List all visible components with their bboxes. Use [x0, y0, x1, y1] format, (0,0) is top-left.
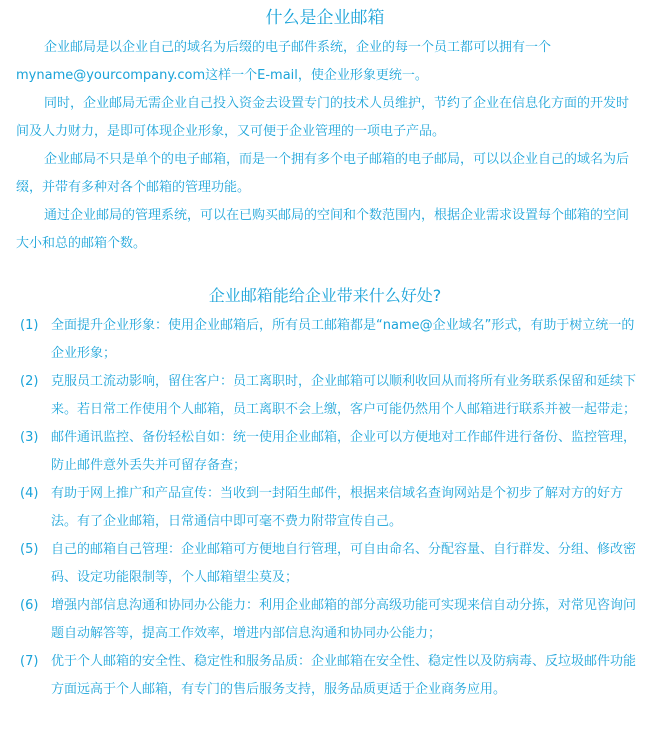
list-item-number: (2)	[20, 374, 39, 389]
list-item-text: 增强内部信息沟通和协同办公能力：利用企业邮箱的部分高级功能可实现来信自动分拣，对常见咨询问题自动解答等，提高工作效率，增进内部信息沟通和协同办公能力；	[51, 598, 637, 641]
paragraph-text: 企业邮局不只是单个的电子邮箱，而是一个拥有多个电子邮箱的电子邮局，可以以企业自己的域名为后缀，并带有多种对各个邮箱的管理功能。	[16, 152, 630, 195]
section1-paragraph-3	[16, 146, 636, 202]
list-item-text: 有助于网上推广和产品宣传：当收到一封陌生邮件，根据来信域名查询网站是个初步了解对方的好方法。有了企业邮箱，日常通信中即可毫不费力附带宣传自己。	[51, 486, 624, 529]
section1-paragraph-2	[16, 90, 636, 146]
list-item-number: (7)	[20, 654, 39, 669]
paragraph-text: 通过企业邮局的管理系统，可以在已购买邮局的空间和个数范围内，根据企业需求设置每个邮箱的空间大小和总的邮箱个数。	[16, 208, 630, 251]
section2-title: 企业邮箱能给企业带来什么好处?	[208, 286, 442, 305]
list-item-text: 克服员工流动影响，留住客户：员工离职时，企业邮箱可以顺利收回从而将所有业务联系保留和延续下来。若日常工作使用个人邮箱，员工离职不会上缴，客户可能仍然用个人邮箱进行联系并被一起带走；	[51, 374, 637, 417]
list-item	[20, 312, 640, 368]
paragraph-text: 同时，企业邮局无需企业自己投入资金去设置专门的技术人员维护，节约了企业在信息化方面的开发时间及人力财力，是即可体现企业形象，又可便于企业管理的一项电子产品。	[16, 96, 630, 139]
section1-paragraph-4	[16, 202, 636, 258]
list-item-number: (4)	[20, 486, 39, 501]
list-item-number: (1)	[20, 318, 39, 333]
benefits-list	[20, 312, 640, 704]
list-item-text: 自己的邮箱自己管理：企业邮箱可方便地自行管理，可自由命名、分配容量、自行群发、分组、修改密码、设定功能限制等，个人邮箱望尘莫及；	[51, 542, 637, 585]
list-item	[20, 592, 640, 648]
list-item	[20, 536, 640, 592]
list-item	[20, 480, 640, 536]
list-item-text: 全面提升企业形象：使用企业邮箱后，所有员工邮箱都是“name@企业域名”形式，有助于树立统一的企业形象；	[51, 318, 635, 361]
list-item	[20, 368, 640, 424]
list-item-number: (5)	[20, 542, 39, 557]
list-item-number: (3)	[20, 430, 39, 445]
list-item	[20, 648, 640, 704]
section1-title: 什么是企业邮箱	[265, 8, 385, 28]
list-item-text: 邮件通讯监控、备份轻松自如：统一使用企业邮箱，企业可以方便地对工作邮件进行备份、监控管理，防止邮件意外丢失并可留存备查；	[51, 430, 637, 473]
list-item	[20, 424, 640, 480]
list-item-number: (6)	[20, 598, 39, 613]
section1-paragraph-1	[16, 34, 636, 90]
list-item-text: 优于个人邮箱的安全性、稳定性和服务品质：企业邮箱在安全性、稳定性以及防病毒、反垃圾邮件功能方面远高于个人邮箱，有专门的售后服务支持，服务品质更适于企业商务应用。	[51, 654, 637, 697]
paragraph-text: 企业邮局是以企业自己的域名为后缀的电子邮件系统，企业的每一个员工都可以拥有一个myname@yourcompany.com这样一个E-mail，使企业形象更统一。	[16, 40, 552, 83]
